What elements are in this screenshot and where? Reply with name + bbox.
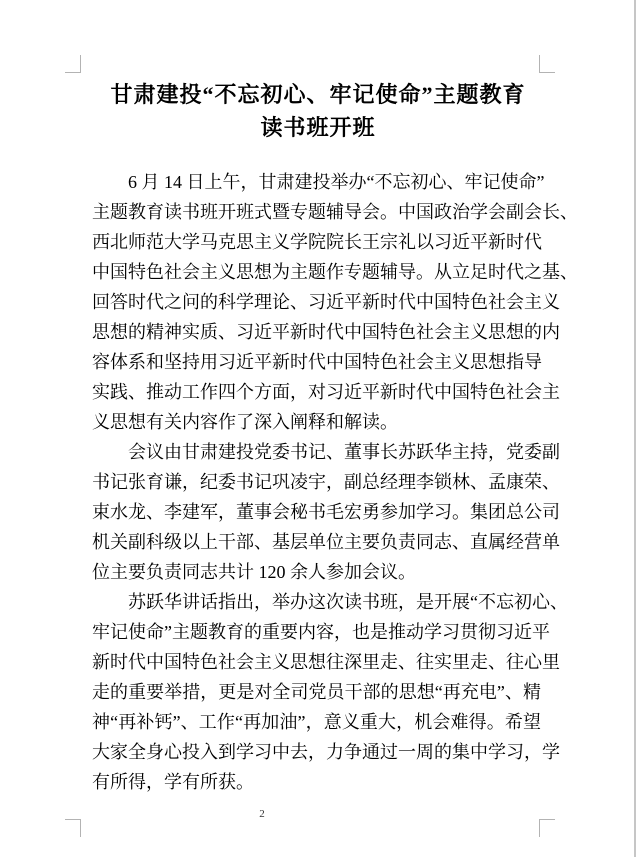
text-boundary-mark-top-left <box>65 55 81 73</box>
body-line: 义思想有关内容作了深入阐释和解读。 <box>92 412 398 432</box>
body-line: 回答时代之问的科学理论、习近平新时代中国特色社会主义 <box>92 292 560 312</box>
body-line: 大家全身心投入到学习中去，力争通过一周的集中学习，学 <box>92 742 560 762</box>
body-line: 苏跃华讲话指出，举办这次读书班，是开展“不忘初心、 <box>128 592 568 612</box>
body-line: 有所得，学有所获。 <box>92 772 254 792</box>
body-line: 主题教育读书班开班式暨专题辅导会。中国政治学会副会长、 <box>92 202 578 222</box>
text-boundary-mark-top-right <box>539 55 555 73</box>
body-line: 书记张育谦，纪委书记巩凌宇，副总经理李锁林、孟康荣、 <box>92 472 560 492</box>
document-body <box>92 167 578 797</box>
body-line: 新时代中国特色社会主义思想往深里走、往实里走、往心里 <box>92 652 560 672</box>
body-line: 牢记使命”主题教育的重要内容，也是推动学习贯彻习近平 <box>92 622 550 642</box>
text-boundary-mark-bottom-right <box>539 819 555 837</box>
document-title-line-2: 读书班开班 <box>260 115 376 140</box>
page-number: 2 <box>259 808 265 820</box>
document-title <box>0 78 636 144</box>
body-line: 机关副科级以上干部、基层单位主要负责同志、直属经营单 <box>92 532 560 552</box>
body-line: 6 月 14 日上午，甘肃建投举办“不忘初心、牢记使命” <box>128 172 545 192</box>
body-line: 会议由甘肃建投党委书记、董事长苏跃华主持，党委副 <box>128 442 560 462</box>
body-line: 位主要负责同志共计 120 余人参加会议。 <box>92 562 416 582</box>
body-line: 中国特色社会主义思想为主题作专题辅导。从立足时代之基、 <box>92 262 578 282</box>
body-line: 走的重要举措，更是对全司党员干部的思想“再充电”、精 <box>92 682 541 702</box>
body-line: 神“再补钙”、工作“再加油”，意义重大，机会难得。希望 <box>92 712 541 732</box>
body-line: 容体系和坚持用习近平新时代中国特色社会主义思想指导 <box>92 352 542 372</box>
body-line: 实践、推动工作四个方面，对习近平新时代中国特色社会主 <box>92 382 560 402</box>
body-line: 思想的精神实质、习近平新时代中国特色社会主义思想的内 <box>92 322 560 342</box>
text-boundary-mark-bottom-left <box>65 819 81 837</box>
body-line: 束水龙、李建军，董事会秘书毛宏勇参加学习。集团总公司 <box>92 502 560 522</box>
document-title-line-1: 甘肃建投“不忘初心、牢记使命”主题教育 <box>110 82 526 107</box>
body-line: 西北师范大学马克思主义学院院长王宗礼以习近平新时代 <box>92 232 542 252</box>
